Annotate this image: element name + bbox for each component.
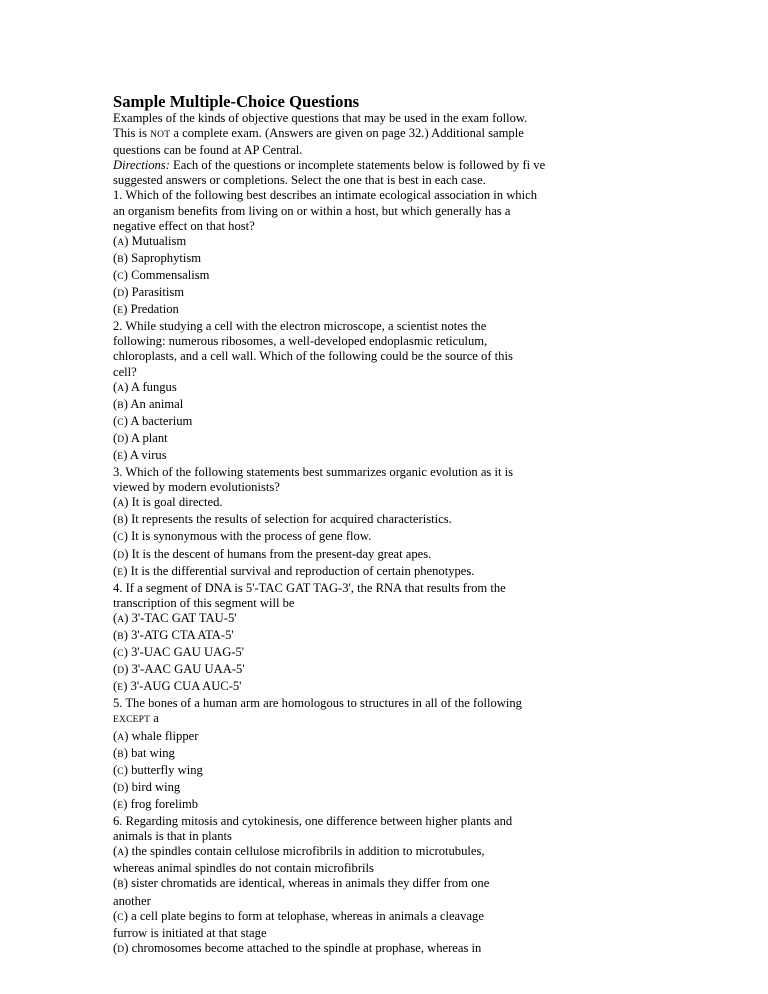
option-letter: E	[117, 567, 124, 578]
answer-option-b: (B) sister chromatids are identical, whereas in animals they differ from one	[113, 876, 490, 891]
option-text: bird wing	[131, 779, 181, 794]
option-letter: C	[117, 533, 124, 544]
question-stem-line: cell?	[113, 364, 137, 379]
option-text: It is goal directed.	[131, 495, 223, 510]
intro-paragraph	[113, 111, 673, 158]
option-letter: B	[117, 880, 124, 891]
answer-option-b: (B) An animal	[113, 396, 184, 411]
document-page	[113, 92, 673, 958]
answer-option-c: (C) It is synonymous with the process of gene flow.	[113, 529, 372, 544]
answer-option-continuation: furrow is initiated at that stage	[113, 925, 267, 940]
question-4	[113, 581, 673, 697]
option-text: chromosomes become attached to the spindle at prophase, whereas in	[131, 940, 482, 955]
answer-option-e: (E) Predation	[113, 302, 179, 317]
answer-option-d: (D) bird wing	[113, 779, 181, 794]
answer-option-c: (C) 3'-UAC GAU UAG-5'	[113, 645, 245, 660]
option-letter: C	[117, 417, 124, 428]
answer-option-a: (A) A fungus	[113, 379, 177, 394]
answer-option-d: (D) A plant	[113, 430, 168, 445]
question-2	[113, 319, 673, 465]
option-text: Mutualism	[131, 233, 187, 248]
option-letter: A	[117, 732, 125, 743]
option-text: frog forelimb	[130, 796, 199, 811]
option-letter: A	[117, 383, 125, 394]
answer-option-c: (C) Commensalism	[113, 267, 210, 282]
answer-option-d: (D) Parasitism	[113, 285, 185, 300]
option-letter: E	[117, 306, 124, 317]
question-stem-line: 4. If a segment of DNA is 5'-TAC GAT TAG-3', the RNA that results from the	[113, 580, 506, 595]
option-text: Commensalism	[131, 267, 210, 282]
option-text: An animal	[130, 396, 184, 411]
option-text: bat wing	[131, 745, 175, 760]
option-letter: E	[117, 683, 124, 694]
option-letter: B	[117, 749, 124, 760]
option-letter: B	[117, 254, 124, 265]
answer-option-e: (E) A virus	[113, 447, 167, 462]
question-stem-line	[113, 711, 673, 728]
question-stem-line: an organism benefits from living on or within a host, but which generally has a	[113, 203, 511, 218]
option-text: It is the differential survival and reproduction of certain phenotypes.	[130, 563, 475, 578]
option-text: A plant	[130, 430, 168, 445]
answer-option-a: (A) It is goal directed.	[113, 495, 223, 510]
question-stem-line: 5. The bones of a human arm are homologous to structures in all of the following	[113, 696, 522, 711]
question-stem-line: viewed by modern evolutionists?	[113, 480, 280, 495]
answer-option-b: (B) 3'-ATG CTA ATA-5'	[113, 628, 234, 642]
option-text: the spindles contain cellulose microfibrils in addition to microtubules,	[131, 844, 485, 859]
option-text: 3'-ATG CTA ATA-5'	[131, 628, 234, 642]
question-stem-line: transcription of this segment will be	[113, 595, 295, 610]
option-text: Saprophytism	[131, 250, 202, 265]
question-6	[113, 814, 673, 958]
option-letter: C	[117, 912, 124, 923]
answer-option-a: (A) Mutualism	[113, 233, 187, 248]
answer-option-e: (E) 3'-AUG CUA AUC-5'	[113, 679, 242, 694]
answer-option-continuation: another	[113, 893, 151, 908]
directions-line	[113, 158, 673, 173]
option-text: 3'-AUG CUA AUC-5'	[130, 679, 242, 694]
question-5	[113, 696, 673, 814]
option-text: A bacterium	[130, 413, 193, 428]
answer-option-a: (A) whale flipper	[113, 728, 199, 743]
answer-option-b: (B) bat wing	[113, 745, 175, 760]
small-caps-except: EXCEPT	[113, 715, 151, 726]
question-stem-line: negative effect on that host?	[113, 218, 255, 233]
question-1	[113, 188, 673, 319]
option-letter: E	[117, 451, 124, 462]
option-letter: B	[117, 516, 124, 527]
option-letter: C	[117, 649, 124, 660]
option-letter: D	[117, 666, 125, 677]
question-stem-line: 3. Which of the following statements best summarizes organic evolution as it is	[113, 465, 514, 480]
option-letter: E	[117, 800, 124, 811]
intro-line	[113, 126, 673, 143]
option-letter: C	[117, 271, 124, 282]
question-3	[113, 465, 673, 581]
answer-option-c: (C) A bacterium	[113, 413, 193, 428]
option-letter: D	[117, 289, 125, 300]
answer-option-e: (E) It is the differential survival and reproduction of certain phenotypes.	[113, 563, 475, 578]
directions-paragraph	[113, 158, 673, 188]
answer-option-e: (E) frog forelimb	[113, 796, 199, 811]
option-text: Predation	[130, 302, 179, 317]
answer-option-d: (D) 3'-AAC GAU UAA-5'	[113, 662, 245, 677]
answer-option-continuation: whereas animal spindles do not contain microfibrils	[113, 861, 374, 876]
question-stem-line: 1. Which of the following best describes an intimate ecological association in which	[113, 188, 537, 203]
answer-option-a: (A) the spindles contain cellulose microfibrils in addition to microtubules,	[113, 844, 485, 859]
option-text: A virus	[129, 447, 167, 462]
option-text: It represents the results of selection for acquired characteristics.	[131, 512, 452, 527]
intro-text: This is	[113, 126, 151, 141]
question-list	[113, 188, 673, 957]
option-text: 3'-TAC GAT TAU-5'	[131, 610, 237, 625]
question-stem-line: following: numerous ribosomes, a well-developed endoplasmic reticulum,	[113, 334, 488, 349]
page-title: Sample Multiple-Choice Questions	[113, 92, 360, 111]
option-letter: D	[117, 944, 125, 955]
directions-label: Directions:	[113, 158, 170, 173]
question-stem-line: animals is that in plants	[113, 829, 232, 844]
question-stem-line: 6. Regarding mitosis and cytokinesis, one difference between higher plants and	[113, 814, 513, 829]
option-text: It is the descent of humans from the present-day great apes.	[131, 546, 432, 561]
option-letter: D	[117, 550, 125, 561]
answer-option-d: (D) It is the descent of humans from the present-day great apes.	[113, 546, 432, 561]
intro-line: Examples of the kinds of objective questions that may be used in the exam follow.	[113, 111, 528, 125]
answer-option-a: (A) 3'-TAC GAT TAU-5'	[113, 610, 237, 625]
option-letter: A	[117, 614, 125, 625]
option-letter: A	[117, 237, 125, 248]
option-text: a cell plate begins to form at telophase, whereas in animals a cleavage	[131, 908, 484, 923]
option-letter: B	[117, 400, 124, 411]
small-caps-not: NOT	[150, 130, 171, 141]
intro-text: a complete exam. (Answers are given on page 32.) Additional sample	[170, 126, 524, 141]
stem-text: a	[150, 711, 159, 726]
option-text: 3'-AAC GAU UAA-5'	[131, 662, 245, 677]
option-letter: D	[117, 783, 125, 794]
option-letter: C	[117, 766, 124, 777]
option-text: butterfly wing	[131, 762, 203, 777]
intro-line: questions can be found at AP Central.	[113, 143, 303, 158]
option-letter: A	[117, 848, 125, 859]
directions-text: Each of the questions or incomplete statements below is followed by fi ve	[169, 158, 546, 173]
option-letter: D	[117, 434, 125, 445]
answer-option-b: (B) Saprophytism	[113, 250, 202, 265]
answer-option-c: (C) a cell plate begins to form at telophase, whereas in animals a cleavage	[113, 908, 484, 923]
option-text: It is synonymous with the process of gene flow.	[131, 529, 372, 544]
option-text: 3'-UAC GAU UAG-5'	[131, 645, 245, 660]
option-letter: B	[117, 632, 124, 642]
question-stem-line: chloroplasts, and a cell wall. Which of the following could be the source of this	[113, 349, 513, 364]
directions-line: suggested answers or completions. Select the one that is best in each case.	[113, 173, 486, 188]
option-text: A fungus	[130, 379, 177, 394]
answer-option-c: (C) butterfly wing	[113, 762, 203, 777]
answer-option-d: (D) chromosomes become attached to the spindle at prophase, whereas in	[113, 940, 482, 955]
option-text: Parasitism	[131, 285, 185, 300]
answer-option-b: (B) It represents the results of selection for acquired characteristics.	[113, 512, 452, 527]
option-letter: A	[117, 499, 125, 510]
option-text: whale flipper	[131, 728, 199, 743]
option-text: sister chromatids are identical, whereas in animals they differ from one	[131, 876, 490, 891]
question-stem-line: 2. While studying a cell with the electron microscope, a scientist notes the	[113, 319, 487, 334]
